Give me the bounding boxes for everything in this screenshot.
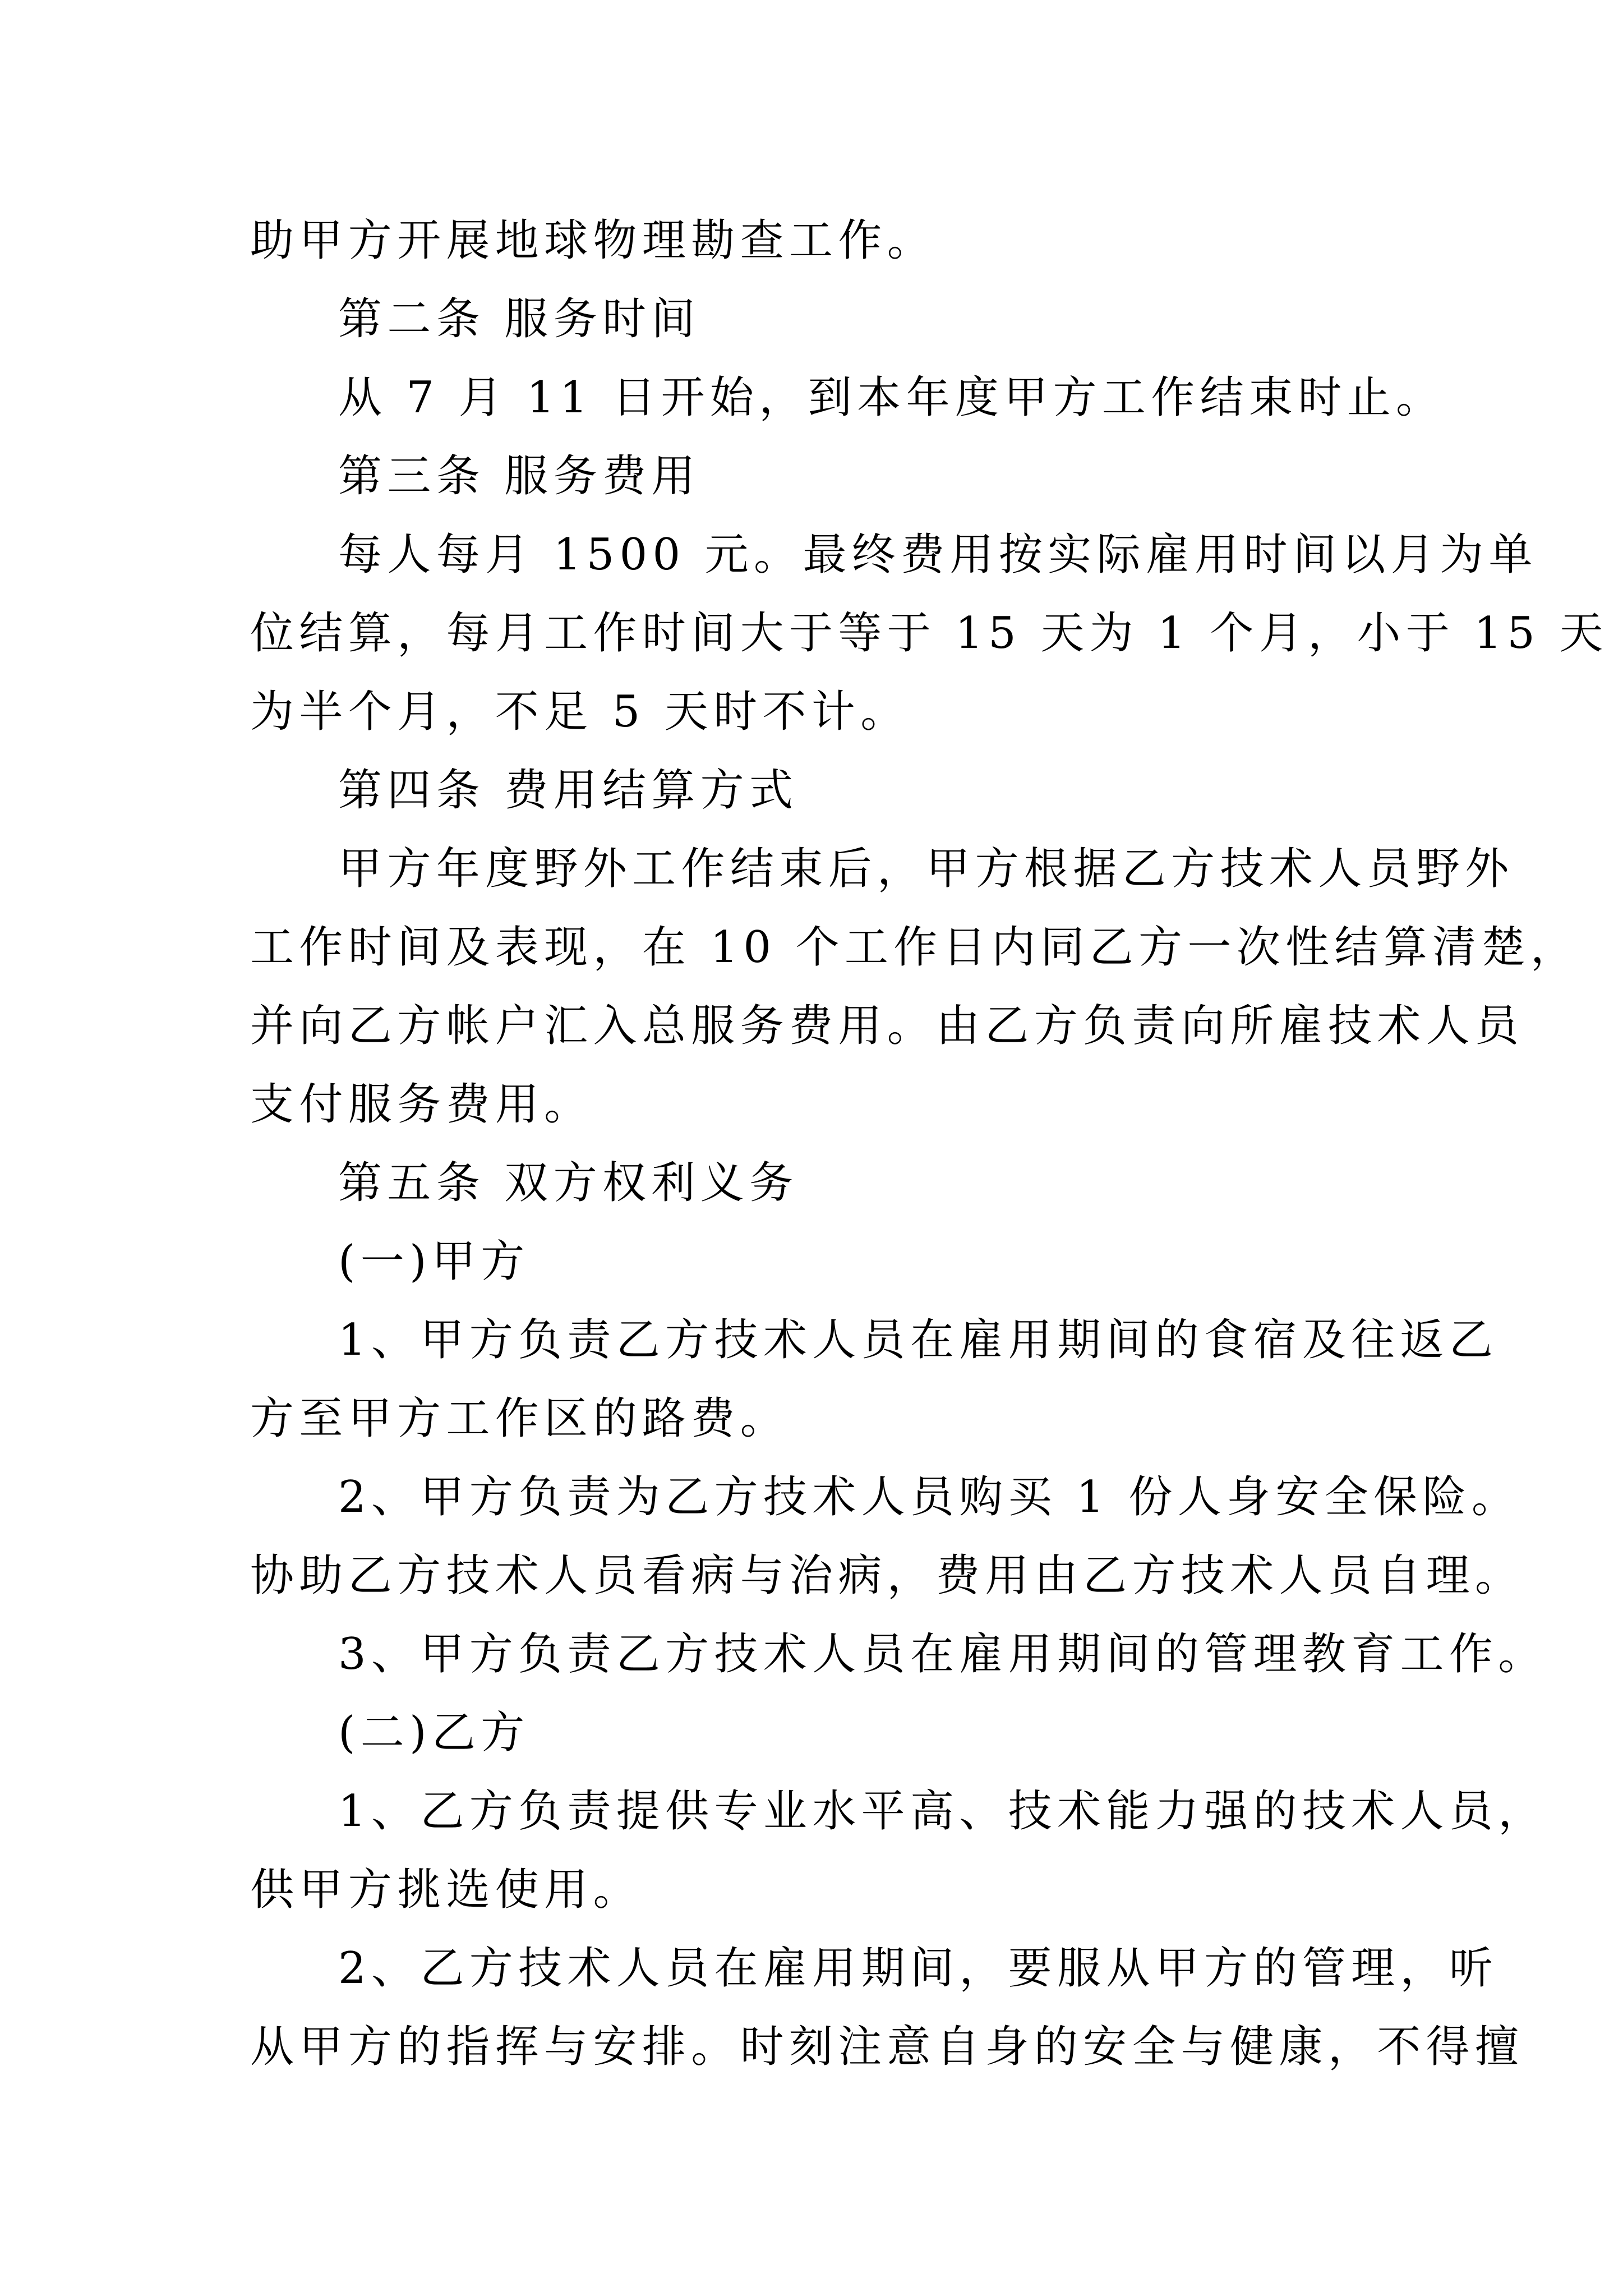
section-heading: 第四条 费用结算方式 bbox=[338, 765, 799, 816]
text-line: 3、甲方负责乙方技术人员在雇用期间的管理教育工作。 bbox=[338, 1629, 1547, 1680]
text-line: 为半个月，不足 5 天时不计。 bbox=[250, 687, 910, 737]
text-line: 2、甲方负责为乙方技术人员购买 1 份人身安全保险。 bbox=[338, 1472, 1521, 1522]
subsection-heading: (二)乙方 bbox=[338, 1708, 530, 1758]
subsection-heading: (一)甲方 bbox=[338, 1236, 530, 1287]
section-heading: 第五条 双方权利义务 bbox=[338, 1158, 799, 1208]
text-line: 助甲方开展地球物理勘查工作。 bbox=[250, 215, 937, 266]
text-line: 1、乙方负责提供专业水平高、技术能力强的技术人员， bbox=[338, 1786, 1547, 1837]
section-heading: 第二条 服务时间 bbox=[338, 294, 700, 344]
text-line: 甲方年度野外工作结束后，甲方根据乙方技术人员野外 bbox=[338, 844, 1514, 894]
text-line: 支付服务费用。 bbox=[250, 1079, 593, 1130]
text-line: 从 7 月 11 日开始，到本年度甲方工作结束时止。 bbox=[338, 372, 1445, 423]
text-line: 从甲方的指挥与安排。时刻注意自身的安全与健康，不得擅 bbox=[250, 2022, 1524, 2072]
text-line: 工作时间及表现，在 10 个工作日内同乙方一次性结算清楚， bbox=[250, 922, 1580, 973]
section-heading: 第三条 服务费用 bbox=[338, 451, 700, 501]
text-line: 位结算，每月工作时间大于等于 15 天为 1 个月，小于 15 天 bbox=[250, 608, 1608, 659]
text-line: 供甲方挑选使用。 bbox=[250, 1865, 642, 1915]
text-line: 每人每月 1500 元。最终费用按实际雇用时间以月为单 bbox=[338, 530, 1538, 580]
text-line: 2、乙方技术人员在雇用期间，要服从甲方的管理，听 bbox=[338, 1943, 1498, 1994]
text-line: 方至甲方工作区的路费。 bbox=[250, 1393, 789, 1444]
text-line: 协助乙方技术人员看病与治病，费用由乙方技术人员自理。 bbox=[250, 1550, 1524, 1601]
text-line: 1、甲方负责乙方技术人员在雇用期间的食宿及往返乙 bbox=[338, 1315, 1498, 1365]
text-line: 并向乙方帐户汇入总服务费用。由乙方负责向所雇技术人员 bbox=[250, 1001, 1524, 1051]
